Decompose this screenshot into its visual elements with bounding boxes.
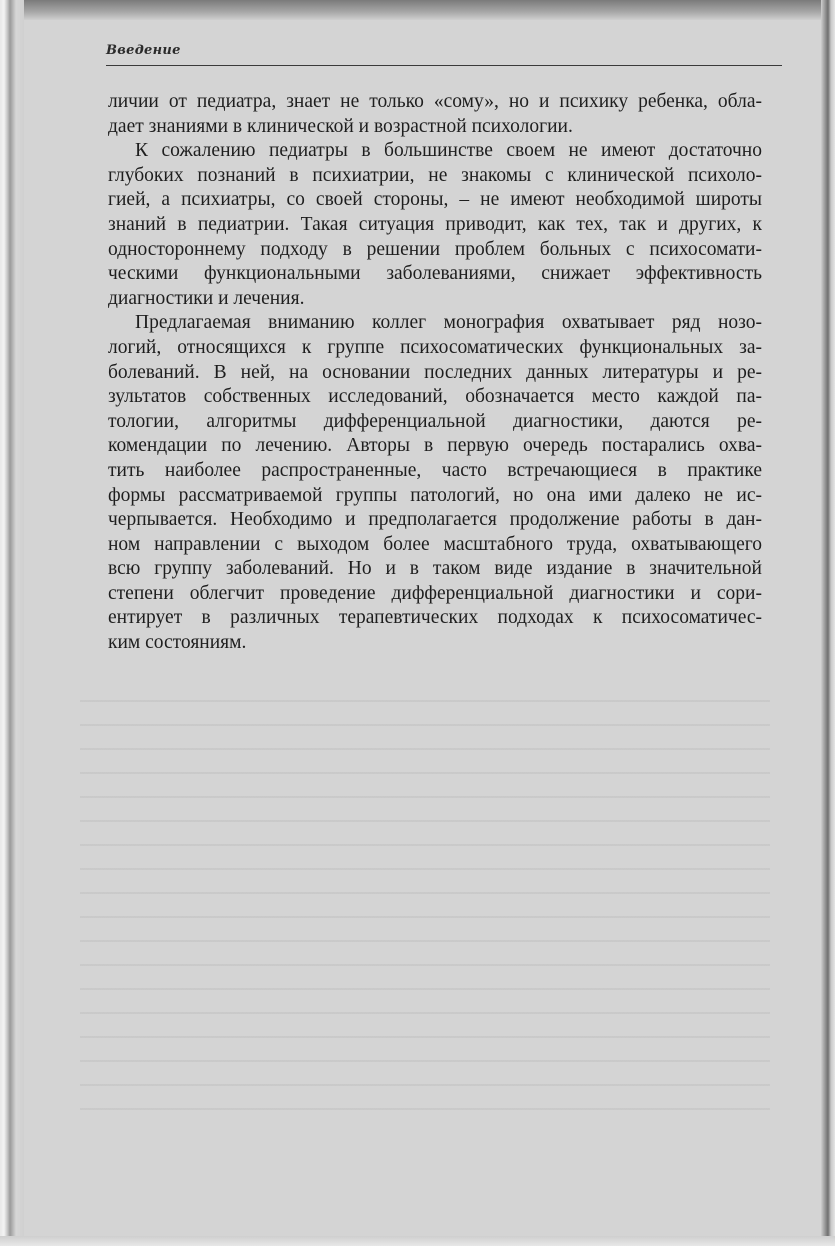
text-line: К сожалению педиатры в большинстве своем не имеют достаточно bbox=[135, 140, 762, 162]
running-head-title: Введение bbox=[106, 43, 181, 58]
text-line: диагностики и лечения. bbox=[108, 287, 305, 309]
scan-top-shadow bbox=[0, 0, 835, 20]
text-line: ким состояниям. bbox=[108, 632, 247, 654]
text-line: знаний в педиатрии. Такая ситуация приводит, как тех, так и других, к bbox=[108, 213, 762, 235]
text-line: болеваний. В ней, на основании последних данных литературы и ре- bbox=[108, 361, 762, 383]
text-line: ном направлении с выходом более масштабного труда, охватывающего bbox=[108, 533, 762, 555]
text-line: тить наиболее распространенные, часто встречающиеся в практике bbox=[108, 459, 762, 481]
text-line: Предлагаемая вниманию коллег монография охватывает ряд нозо- bbox=[135, 312, 762, 334]
book-spine-edge bbox=[0, 0, 24, 1246]
paragraph-monograph bbox=[108, 311, 762, 655]
text-line: дает знаниями в клинической и возрастной психологии. bbox=[108, 115, 573, 137]
text-line: комендации по лечению. Авторы в первую очередь постарались охва- bbox=[108, 435, 762, 457]
paragraph-continuation bbox=[108, 90, 762, 139]
text-line: черпывается. Необходимо и предполагается продолжение работы в дан- bbox=[108, 509, 762, 531]
running-head bbox=[106, 41, 782, 66]
bleed-through-text bbox=[80, 700, 770, 1120]
text-line: степени облегчит проведение дифференциальной диагностики и сори- bbox=[108, 582, 762, 604]
text-line: одностороннему подходу в решении проблем больных с психосомати- bbox=[108, 238, 762, 260]
page-right-edge bbox=[821, 0, 835, 1246]
text-line: формы рассматриваемой группы патологий, но она ими далеко не ис- bbox=[108, 484, 762, 506]
text-line: зультатов собственных исследований, обозначается место каждой па- bbox=[108, 386, 762, 408]
body-text bbox=[108, 90, 762, 656]
text-line: личии от педиатра, знает не только «сому», но и психику ребенка, обла- bbox=[108, 91, 762, 112]
text-line: ентирует в различных терапевтических подходах к психосоматичес- bbox=[108, 607, 762, 629]
text-line: ческими функциональными заболеваниями, снижает эффективность bbox=[108, 263, 762, 285]
text-line: гией, а психиатры, со своей стороны, – не имеют необходимой широты bbox=[108, 189, 762, 211]
paragraph-pediatricians bbox=[108, 139, 762, 311]
text-line: глубоких познаний в психиатрии, не знакомы с клинической психоло- bbox=[108, 164, 762, 186]
page-bottom-edge bbox=[0, 1236, 835, 1246]
text-line: всю группу заболеваний. Но и в таком виде издание в значительной bbox=[108, 558, 762, 580]
text-line: логий, относящихся к группе психосоматических функциональных за- bbox=[108, 336, 762, 358]
text-line: тологии, алгоритмы дифференциальной диагностики, даются ре- bbox=[108, 410, 762, 432]
